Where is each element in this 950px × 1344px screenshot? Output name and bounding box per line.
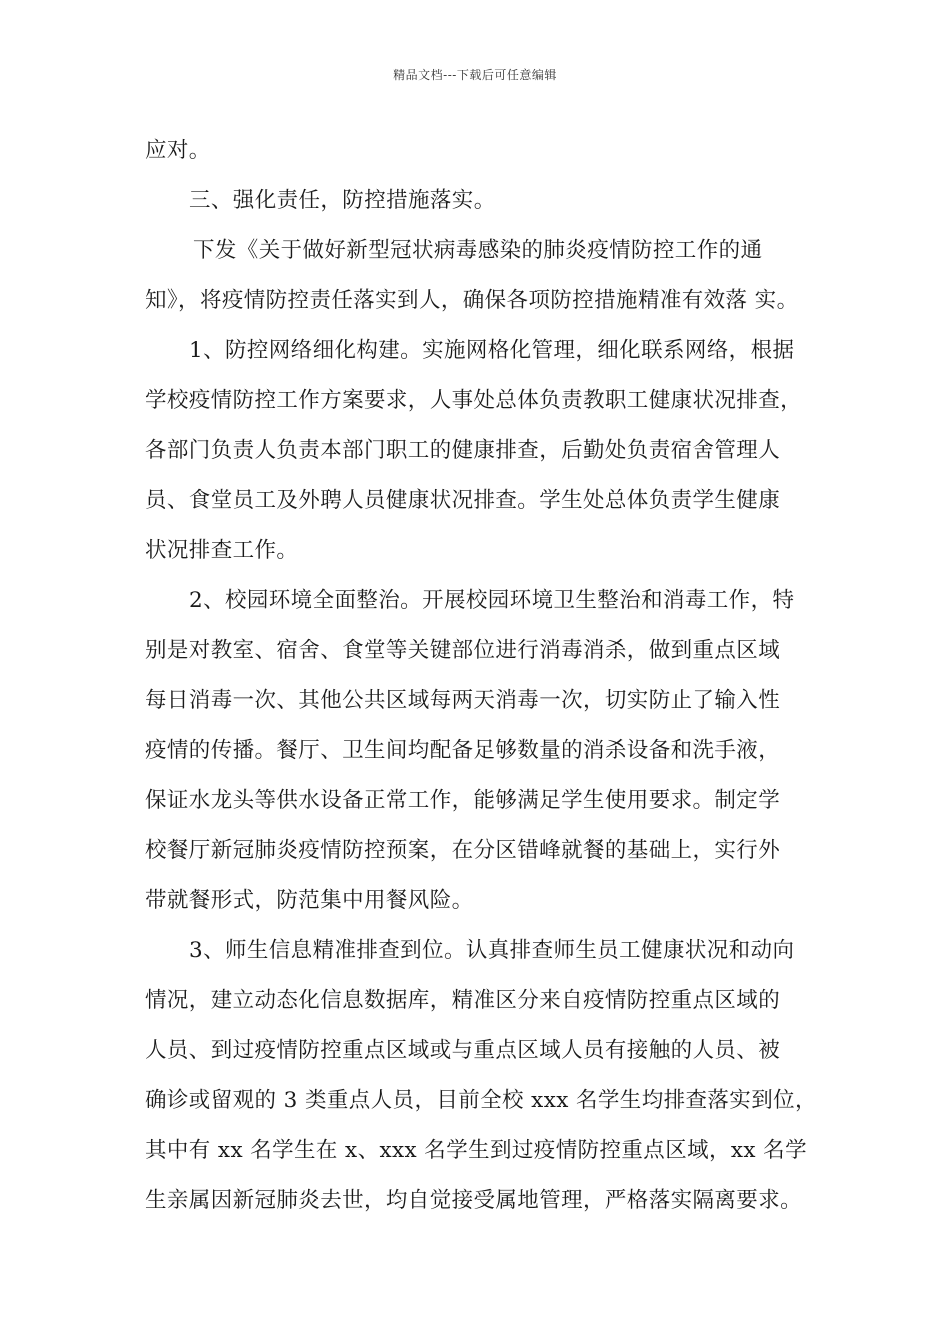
section-heading: 三、强化责任，防控措施落实。 xyxy=(189,188,496,213)
text-line: 生亲属因新冠肺炎去世，均自觉接受属地管理，严格落实隔离要求。 xyxy=(145,1188,803,1213)
text-line: 1、防控网络细化构建。实施网格化管理，细化联系网络，根据 xyxy=(189,338,795,363)
text-line: 情况，建立动态化信息数据库，精准区分来自疫情防控重点区域的 xyxy=(145,988,781,1013)
text-line: 员、食堂员工及外聘人员健康状况排查。学生处总体负责学生健康 xyxy=(145,488,781,513)
text-line: 2、校园环境全面整治。开展校园环境卫生整治和消毒工作，特 xyxy=(189,588,795,613)
page-header: 精品文档---下载后可任意编辑 xyxy=(393,68,557,82)
text-line: 各部门负责人负责本部门职工的健康排查，后勤处负责宿舍管理人 xyxy=(145,438,781,463)
text-line: 其中有 xx 名学生在 x、xxx 名学生到过疫情防控重点区域，xx 名学 xyxy=(145,1138,807,1163)
text-line: 3、师生信息精准排查到位。认真排查师生员工健康状况和动向 xyxy=(189,938,795,963)
text-line: 带就餐形式，防范集中用餐风险。 xyxy=(145,888,474,913)
text-line: 疫情的传播。餐厅、卫生间均配备足够数量的消杀设备和洗手液， xyxy=(145,738,781,763)
text-line: 校餐厅新冠肺炎疫情防控预案，在分区错峰就餐的基础上，实行外 xyxy=(145,838,781,863)
text-line: 每日消毒一次、其他公共区域每两天消毒一次，切实防止了输入性 xyxy=(145,688,781,713)
text-line: 别是对教室、宿舍、食堂等关键部位进行消毒消杀，做到重点区域 xyxy=(145,638,781,663)
text-line: 状况排查工作。 xyxy=(145,538,299,563)
text-line: 下发《关于做好新型冠状病毒感染的肺炎疫情防控工作的通 xyxy=(193,238,763,263)
document-body xyxy=(145,126,825,1226)
text-line: 知》，将疫情防控责任落实到人，确保各项防控措施精准有效落 实。 xyxy=(145,288,799,313)
text-line: 学校疫情防控工作方案要求，人事处总体负责教职工健康状况排查， xyxy=(145,388,803,413)
text-line: 保证水龙头等供水设备正常工作，能够满足学生使用要求。制定学 xyxy=(145,788,781,813)
text-line: 确诊或留观的 3 类重点人员，目前全校 xxx 名学生均排查落实到位， xyxy=(145,1088,817,1113)
text-line: 应对。 xyxy=(145,138,211,163)
text-line: 人员、到过疫情防控重点区域或与重点区域人员有接触的人员、被 xyxy=(145,1038,781,1063)
